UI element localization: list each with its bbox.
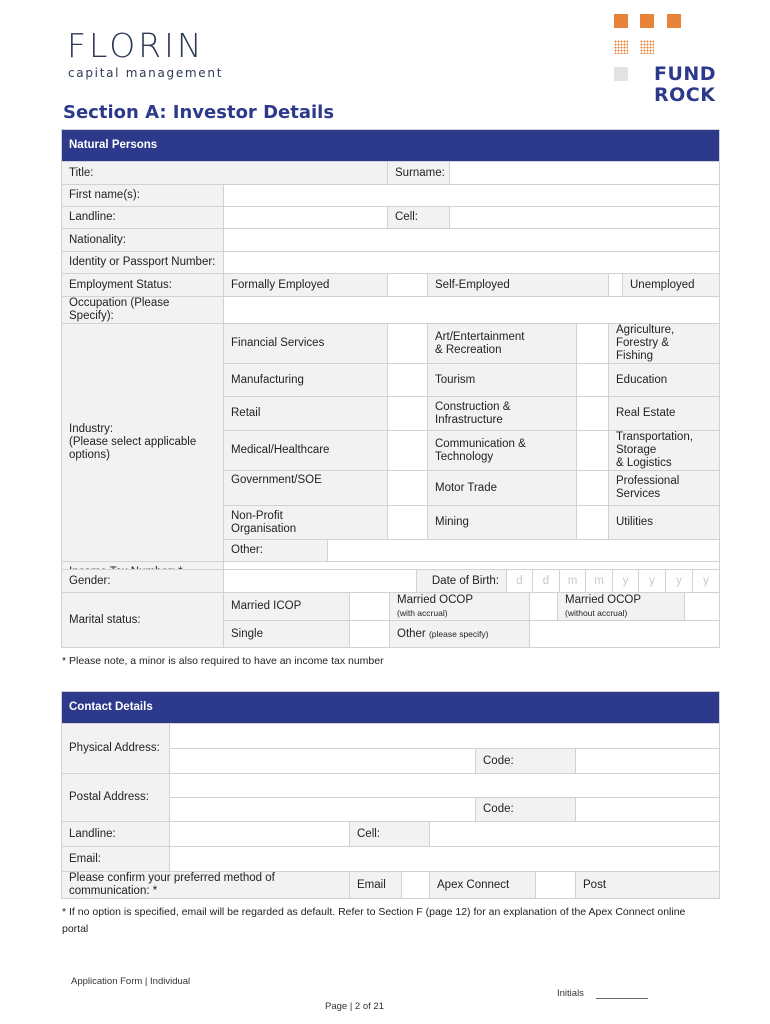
industry-tourism-checkbox[interactable] [577, 364, 609, 397]
physical-address-label: Physical Address: [62, 724, 170, 774]
dob-month-1[interactable]: m [560, 570, 586, 593]
postal-address-line2[interactable] [170, 798, 476, 822]
industry-utilities: Utilities [609, 506, 720, 540]
industry-manufacturing: Manufacturing [224, 364, 388, 397]
surname-label: Surname: [388, 162, 450, 185]
email-field[interactable] [170, 847, 720, 872]
section-title: Section A: Investor Details [63, 102, 335, 123]
employment-self-checkbox[interactable] [609, 274, 623, 297]
postal-address-line1[interactable] [170, 774, 720, 798]
marital-single: Single [224, 621, 350, 648]
florin-logo-name: FLORIN [67, 26, 205, 65]
industry-medical: Medical/Healthcare [224, 431, 388, 471]
initials-field[interactable] [596, 998, 648, 999]
occupation-label: Occupation (Please Specify): [62, 297, 224, 324]
marital-status-label: Marital status: [62, 593, 224, 648]
surname-field[interactable] [450, 162, 720, 185]
industry-education: Education [609, 364, 720, 397]
contact-details-header: Contact Details [62, 692, 720, 724]
industry-other-label: Other: [224, 540, 328, 562]
marital-icop: Married ICOP [224, 593, 350, 621]
first-names-field[interactable] [224, 185, 720, 207]
nationality-label: Nationality: [62, 229, 224, 252]
marital-single-checkbox[interactable] [350, 621, 390, 648]
industry-label: Industry: (Please select applicable options) [62, 324, 224, 562]
employment-unemployed-option: Unemployed [623, 274, 720, 297]
industry-motor-trade-checkbox[interactable] [577, 471, 609, 506]
florin-logo-subtitle: capital management [68, 66, 224, 80]
nationality-field[interactable] [224, 229, 720, 252]
marital-other-field[interactable] [530, 621, 720, 648]
landline-label: Landline: [62, 207, 224, 229]
industry-financial-services: Financial Services [224, 324, 388, 364]
industry-retail-checkbox[interactable] [388, 397, 428, 431]
employment-formal-option: Formally Employed [224, 274, 388, 297]
industry-tourism: Tourism [428, 364, 577, 397]
occupation-field[interactable] [224, 297, 720, 324]
dob-day-2[interactable]: d [533, 570, 560, 593]
industry-communication-checkbox[interactable] [577, 431, 609, 471]
physical-code-label: Code: [476, 749, 576, 774]
id-number-field[interactable] [224, 252, 720, 274]
title-label: Title: [62, 162, 388, 185]
preferred-communication-label: Please confirm your preferred method of communication: * [62, 872, 350, 899]
industry-non-profit: Non-Profit Organisation [224, 506, 388, 540]
industry-non-profit-checkbox[interactable] [388, 506, 428, 540]
industry-motor-trade: Motor Trade [428, 471, 577, 506]
industry-professional-services: Professional Services [609, 471, 720, 506]
footer-initials-label: Initials [557, 988, 584, 999]
fundrock-logo-text: FUND ROCK [654, 63, 717, 106]
id-number-label: Identity or Passport Number: [62, 252, 224, 274]
industry-art-entertainment: Art/Entertainment & Recreation [428, 324, 577, 364]
marital-ocop-accrual-checkbox[interactable] [530, 593, 558, 621]
contact-landline-field[interactable] [170, 822, 350, 847]
postal-address-label: Postal Address: [62, 774, 170, 822]
cell-label: Cell: [388, 207, 450, 229]
page-number: Page | 2 of 21 [325, 1001, 384, 1012]
industry-construction: Construction & Infrastructure [428, 397, 577, 431]
dob-day-1[interactable]: d [507, 570, 533, 593]
postal-code-field[interactable] [576, 798, 720, 822]
natural-persons-table [61, 129, 720, 584]
dob-label: Date of Birth: [417, 570, 507, 593]
industry-other-field[interactable] [328, 540, 720, 562]
employment-status-label: Employment Status: [62, 274, 224, 297]
communication-note: * If no option is specified, email will be regarded as default. Refer to Section F (page 12) for an explanation of the Apex Connect online portal [62, 906, 686, 935]
pref-email-checkbox[interactable] [402, 872, 430, 899]
gender-field[interactable] [224, 570, 417, 593]
marital-ocop-no-accrual-checkbox[interactable] [685, 593, 720, 621]
industry-government-checkbox[interactable] [388, 471, 428, 506]
industry-mining-checkbox[interactable] [577, 506, 609, 540]
industry-agriculture: Agriculture, Forestry & Fishing [609, 324, 720, 364]
industry-manufacturing-checkbox[interactable] [388, 364, 428, 397]
industry-retail: Retail [224, 397, 388, 431]
contact-details-table [61, 691, 720, 899]
tax-number-note: * Please note, a minor is also required to have an income tax number [62, 655, 384, 667]
gender-label: Gender: [62, 570, 224, 593]
employment-self-option: Self-Employed [428, 274, 609, 297]
dob-year-3[interactable]: y [666, 570, 693, 593]
marital-icop-checkbox[interactable] [350, 593, 390, 621]
dob-year-1[interactable]: y [613, 570, 639, 593]
footer-form-name: Application Form | Individual [71, 976, 191, 987]
cell-field[interactable] [450, 207, 720, 229]
contact-cell-field[interactable] [430, 822, 720, 847]
physical-code-field[interactable] [576, 749, 720, 774]
physical-address-line1[interactable] [170, 724, 720, 749]
email-label: Email: [62, 847, 170, 872]
gender-dob-row [61, 569, 720, 593]
postal-code-label: Code: [476, 798, 576, 822]
dob-month-2[interactable]: m [586, 570, 613, 593]
pref-post-option: Post [576, 872, 720, 899]
dob-year-2[interactable]: y [639, 570, 666, 593]
contact-landline-label: Landline: [62, 822, 170, 847]
marital-ocop-accrual: Married OCOP (with accrual) [390, 593, 530, 621]
employment-formal-checkbox[interactable] [388, 274, 428, 297]
physical-address-line2[interactable] [170, 749, 476, 774]
industry-art-entertainment-checkbox[interactable] [577, 324, 609, 364]
industry-mining: Mining [428, 506, 577, 540]
marital-ocop-no-accrual: Married OCOP (without accrual) [558, 593, 685, 621]
pref-apex-checkbox[interactable] [536, 872, 576, 899]
industry-financial-services-checkbox[interactable] [388, 324, 428, 364]
landline-field[interactable] [224, 207, 388, 229]
marital-other: Other (please specify) [390, 621, 530, 648]
contact-cell-label: Cell: [350, 822, 430, 847]
pref-email-option: Email [350, 872, 402, 899]
industry-construction-checkbox[interactable] [577, 397, 609, 431]
first-names-label: First name(s): [62, 185, 224, 207]
industry-transportation: Transportation, Storage & Logistics [609, 431, 720, 471]
industry-medical-checkbox[interactable] [388, 431, 428, 471]
industry-real-estate: Real Estate [609, 397, 720, 431]
dob-year-4[interactable]: y [693, 570, 720, 593]
marital-status-table [61, 592, 720, 648]
natural-persons-header: Natural Persons [62, 130, 720, 162]
pref-apex-option: Apex Connect [430, 872, 536, 899]
industry-government: Government/SOE [224, 471, 388, 506]
industry-communication: Communication & Technology [428, 431, 577, 471]
